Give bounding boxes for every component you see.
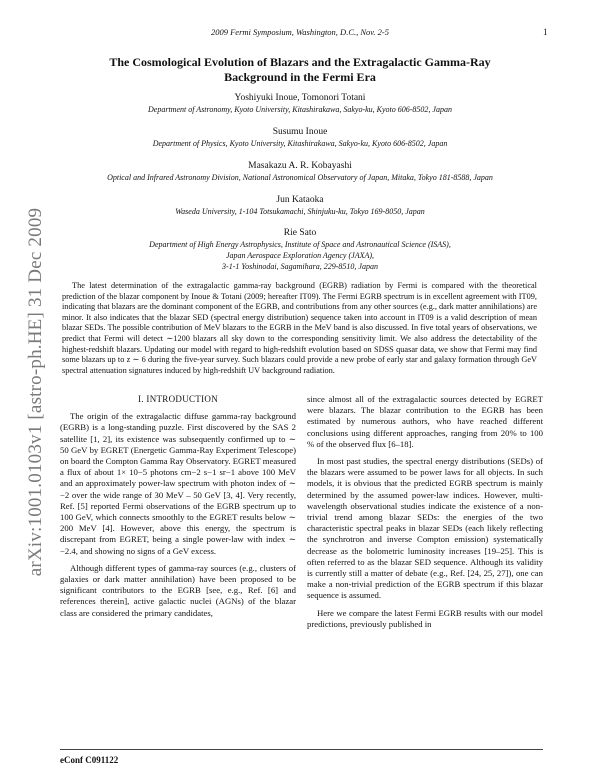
author-group bbox=[40, 126, 560, 149]
paper-title bbox=[60, 55, 540, 85]
section-heading: I. INTRODUCTION bbox=[138, 394, 218, 404]
paragraph: Here we compare the latest Fermi EGRB results with our model predictions, previously published in bbox=[307, 607, 543, 629]
author-group bbox=[40, 227, 560, 272]
author-affiliation: Optical and Infrared Astronomy Division, National Astronomical Observatory of Japan, Mitaka, Tokyo 181-8588, Japan bbox=[107, 173, 493, 182]
footer-rule bbox=[60, 749, 543, 750]
author-names: Jun Kataoka bbox=[276, 195, 324, 205]
title-line: The Cosmological Evolution of Blazars and the Extragalactic Gamma-Ray bbox=[109, 55, 491, 69]
author-affiliation: 3-1-1 Yoshinodai, Sagamihara, 229-8510, Japan bbox=[222, 262, 378, 271]
author-group bbox=[40, 92, 560, 115]
body-column-right bbox=[307, 394, 543, 636]
paragraph: Although different types of gamma-ray sources (e.g., clusters of galaxies or dark matter annihilation) have been proposed to be significant contributors to the EGRB [see, e.g., Ref. [6] and references therein], active galactic nuclei (AGNs) of the blazar class are considered the primary candidates, bbox=[60, 562, 296, 618]
paragraph: The origin of the extragalactic diffuse gamma-ray background (EGRB) is a long-standing puzzle. First discovered by the SAS 2 satellite [1, 2], its existence was subsequently confirmed up to ∼ 50 GeV by EGRET (Energetic Gamma-Ray Experiment Telescope) on board the Compton Gamma Ray Observatory. EGRET measured a flux of about 1× 10−5 photons cm−2 s−1 sr−1 above 100 MeV and an approximately power-law spectrum with photon index of ∼ −2 over the wide range of 30 MeV – 50 GeV [3, 4]. Very recently, Ref. [5] reported Fermi observations of the EGRB spectrum up to 100 GeV, which connects smoothly to the EGRET results below ∼ 200 MeV [4]. However, above this energy, the spectrum is discrepant from EGRET, being a single power-law with index ∼ −2.4, and showing no signs of a GeV excess. bbox=[60, 411, 296, 556]
paragraph: since almost all of the extragalactic sources detected by EGRET were blazars. The blazar contribution to the EGRB has been estimated by numerous authors, who have reached different conclusions using different approaches, ranging from 20% to 100 % of the observed flux [6–18]. bbox=[307, 394, 543, 449]
author-names: Susumu Inoue bbox=[272, 127, 328, 137]
abstract: The latest determination of the extragalactic gamma-ray background (EGRB) radiation by Fermi is compared with the theoretical prediction of the blazar component by Inoue & Totani (2009; hereafter IT09). The Fermi EGRB spectrum is in excellent agreement with IT09, indicating that blazars are the dominant component of the EGRB, and contributions from any other sources (e.g., dark matter annihilations) are minor. It also indicates that the blazar SED (spectral energy distribution) sequence taken into account in IT09 is a valid description of mean blazar SEDs. The possible contribution of MeV blazars to the EGRB in the MeV band is also discussed. In five total years of observations, we predict that Fermi will detect ∼1200 blazars all sky down to the corresponding sensitivity limit. We also address the detectability of the highest-redshift blazars. Updating our model with regard to high-redshift evolution based on SDSS quasar data, we show that Fermi may find some blazars up to z ∼ 6 during the five-year survey. Such blazars could provide a new probe of early star and galaxy formation through GeV spectral attenuation signatures induced by high-redshift UV background radiation. bbox=[62, 281, 537, 375]
paragraph: In most past studies, the spectral energy distributions (SEDs) of the blazars were assumed to be power laws for all objects. In such models, it is obvious that the predicted EGRB spectrum is mainly determined by the assumed power-law indices. However, multi-wavelength observational studies indicate the existence of a non-trivial trend among blazar SEDs: the energies of the two characteristic spectral peaks in blazar SEDs (each likely reflecting the synchrotron and inverse Compton emission) systematically decrease as the bolometric luminosity increases [19–25]. This is often referred to as the blazar SED sequence. Although its validity is currently still a matter of debate (e.g., Ref. [24, 25, 27]), one can make a non-trivial prediction of the EGRB spectrum if this blazar sequence is assumed. bbox=[307, 456, 543, 601]
arxiv-identifier[interactable]: arXiv:1001.0103v1 [astro-ph.HE] 31 Dec 2009 bbox=[25, 207, 46, 577]
body-column-left bbox=[60, 394, 296, 625]
running-head: 2009 Fermi Symposium, Washington, D.C., Nov. 2-5 bbox=[210, 27, 390, 37]
author-affiliation: Department of High Energy Astrophysics, Institute of Space and Astronautical Science (ISAS), bbox=[149, 240, 451, 249]
author-affiliation: Department of Physics, Kyoto University, Kitashirakawa, Sakyo-ku, Kyoto 606-8502, Japan bbox=[152, 139, 448, 148]
title-line: Background in the Fermi Era bbox=[224, 70, 376, 84]
author-names: Rie Sato bbox=[283, 228, 317, 238]
footer-conference: eConf C091122 bbox=[60, 755, 119, 765]
author-names: Masakazu A. R. Kobayashi bbox=[248, 161, 352, 171]
author-group bbox=[40, 160, 560, 183]
author-affiliation: Waseda University, 1-104 Totsukamachi, Shinjuku-ku, Tokyo 169-8050, Japan bbox=[175, 207, 425, 216]
page-number: 1 bbox=[543, 27, 548, 37]
author-affiliation: Department of Astronomy, Kyoto University, Kitashirakawa, Sakyo-ku, Kyoto 606-8502, Japan bbox=[148, 105, 452, 114]
author-names: Yoshiyuki Inoue, Tomonori Totani bbox=[234, 93, 366, 103]
author-group bbox=[40, 194, 560, 217]
author-affiliation: Japan Aerospace Exploration Agency (JAXA), bbox=[225, 251, 375, 260]
